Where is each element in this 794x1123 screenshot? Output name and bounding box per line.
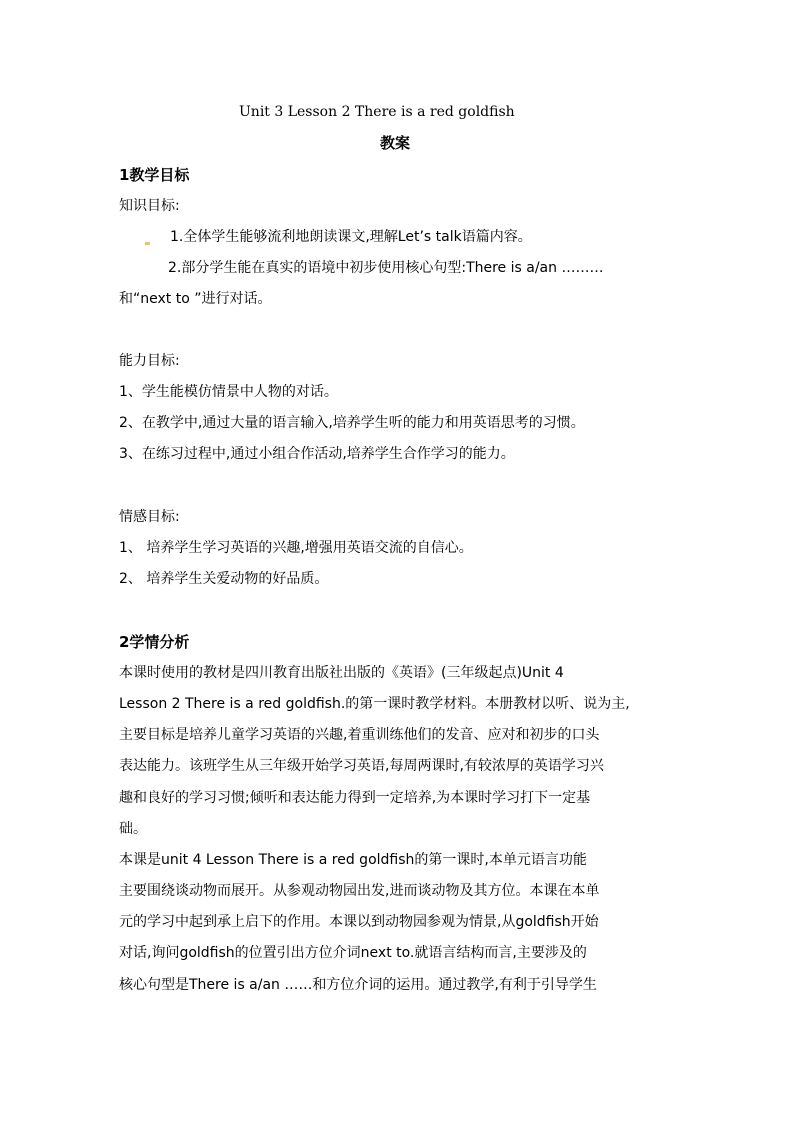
analysis-paragraph-2-line: 对话,询问goldfish的位置引出方位介词next to.就语言结构而言,主要涉及的	[119, 945, 587, 961]
analysis-paragraph-1-line: 本课时使用的教材是四川教育出版社出版的《英语》(三年级起点)Unit 4	[119, 665, 564, 681]
analysis-paragraph-1-line: 主要目标是培养儿童学习英语的兴趣,着重训练他们的发音、应对和初步的口头	[119, 727, 600, 743]
analysis-paragraph-2-line: 本课是unit 4 Lesson There is a red goldfish的第一课时,本单元语言功能	[119, 852, 587, 868]
analysis-paragraph-1-line: 础。	[119, 821, 147, 837]
knowledge-goal-item-2-line-2: 和“next to ”进行对话。	[119, 291, 272, 307]
analysis-paragraph-2-line: 核心句型是There is a/an ……和方位介词的运用。通过教学,有利于引导学生	[119, 977, 597, 993]
analysis-paragraph-2-line: 元的学习中起到承上启下的作用。本课以到动物园参观为情景,从goldfish开始	[119, 914, 599, 930]
knowledge-goals-label: 知识目标:	[119, 198, 180, 214]
emotion-goals-label: 情感目标:	[119, 509, 180, 525]
ability-goal-item-2: 2、在教学中,通过大量的语言输入,培养学生听的能力和用英语思考的习惯。	[119, 415, 585, 431]
knowledge-goal-item-2-line-1: 2.部分学生能在真实的语境中初步使用核心句型:There is a/an ………	[168, 260, 604, 276]
analysis-paragraph-2-line: 主要围绕谈动物而展开。从参观动物园出发,进而谈动物及其方位。本课在本单	[119, 883, 600, 899]
emotion-goal-item-2: 2、 培养学生关爱动物的好品质。	[119, 571, 329, 587]
emotion-goal-item-1: 1、 培养学生学习英语的兴趣,增强用英语交流的自信心。	[119, 540, 473, 556]
ability-goal-item-1: 1、学生能模仿情景中人物的对话。	[119, 384, 338, 400]
section-heading-teaching-goals: 1教学目标	[119, 166, 190, 184]
ability-goals-label: 能力目标:	[119, 353, 180, 369]
analysis-paragraph-1-line: Lesson 2 There is a red goldfish.的第一课时教学材料。本册教材以听、说为主,	[119, 696, 630, 712]
section-heading-learner-analysis: 2学情分析	[119, 633, 190, 651]
ability-goal-item-3: 3、在练习过程中,通过小组合作活动,培养学生合作学习的能力。	[119, 446, 515, 462]
document-title: Unit 3 Lesson 2 There is a red goldfish	[239, 104, 515, 120]
document-subtitle: 教案	[380, 134, 411, 152]
knowledge-goal-item-1: 1.全体学生能够流利地朗读课文,理解Let’s talk语篇内容。	[170, 229, 532, 245]
bullet-marker	[145, 242, 150, 245]
analysis-paragraph-1-line: 趣和良好的学习习惯;倾听和表达能力得到一定培养,为本课时学习打下一定基	[119, 790, 591, 806]
analysis-paragraph-1-line: 表达能力。该班学生从三年级开始学习英语,每周两课时,有较浓厚的英语学习兴	[119, 758, 604, 774]
